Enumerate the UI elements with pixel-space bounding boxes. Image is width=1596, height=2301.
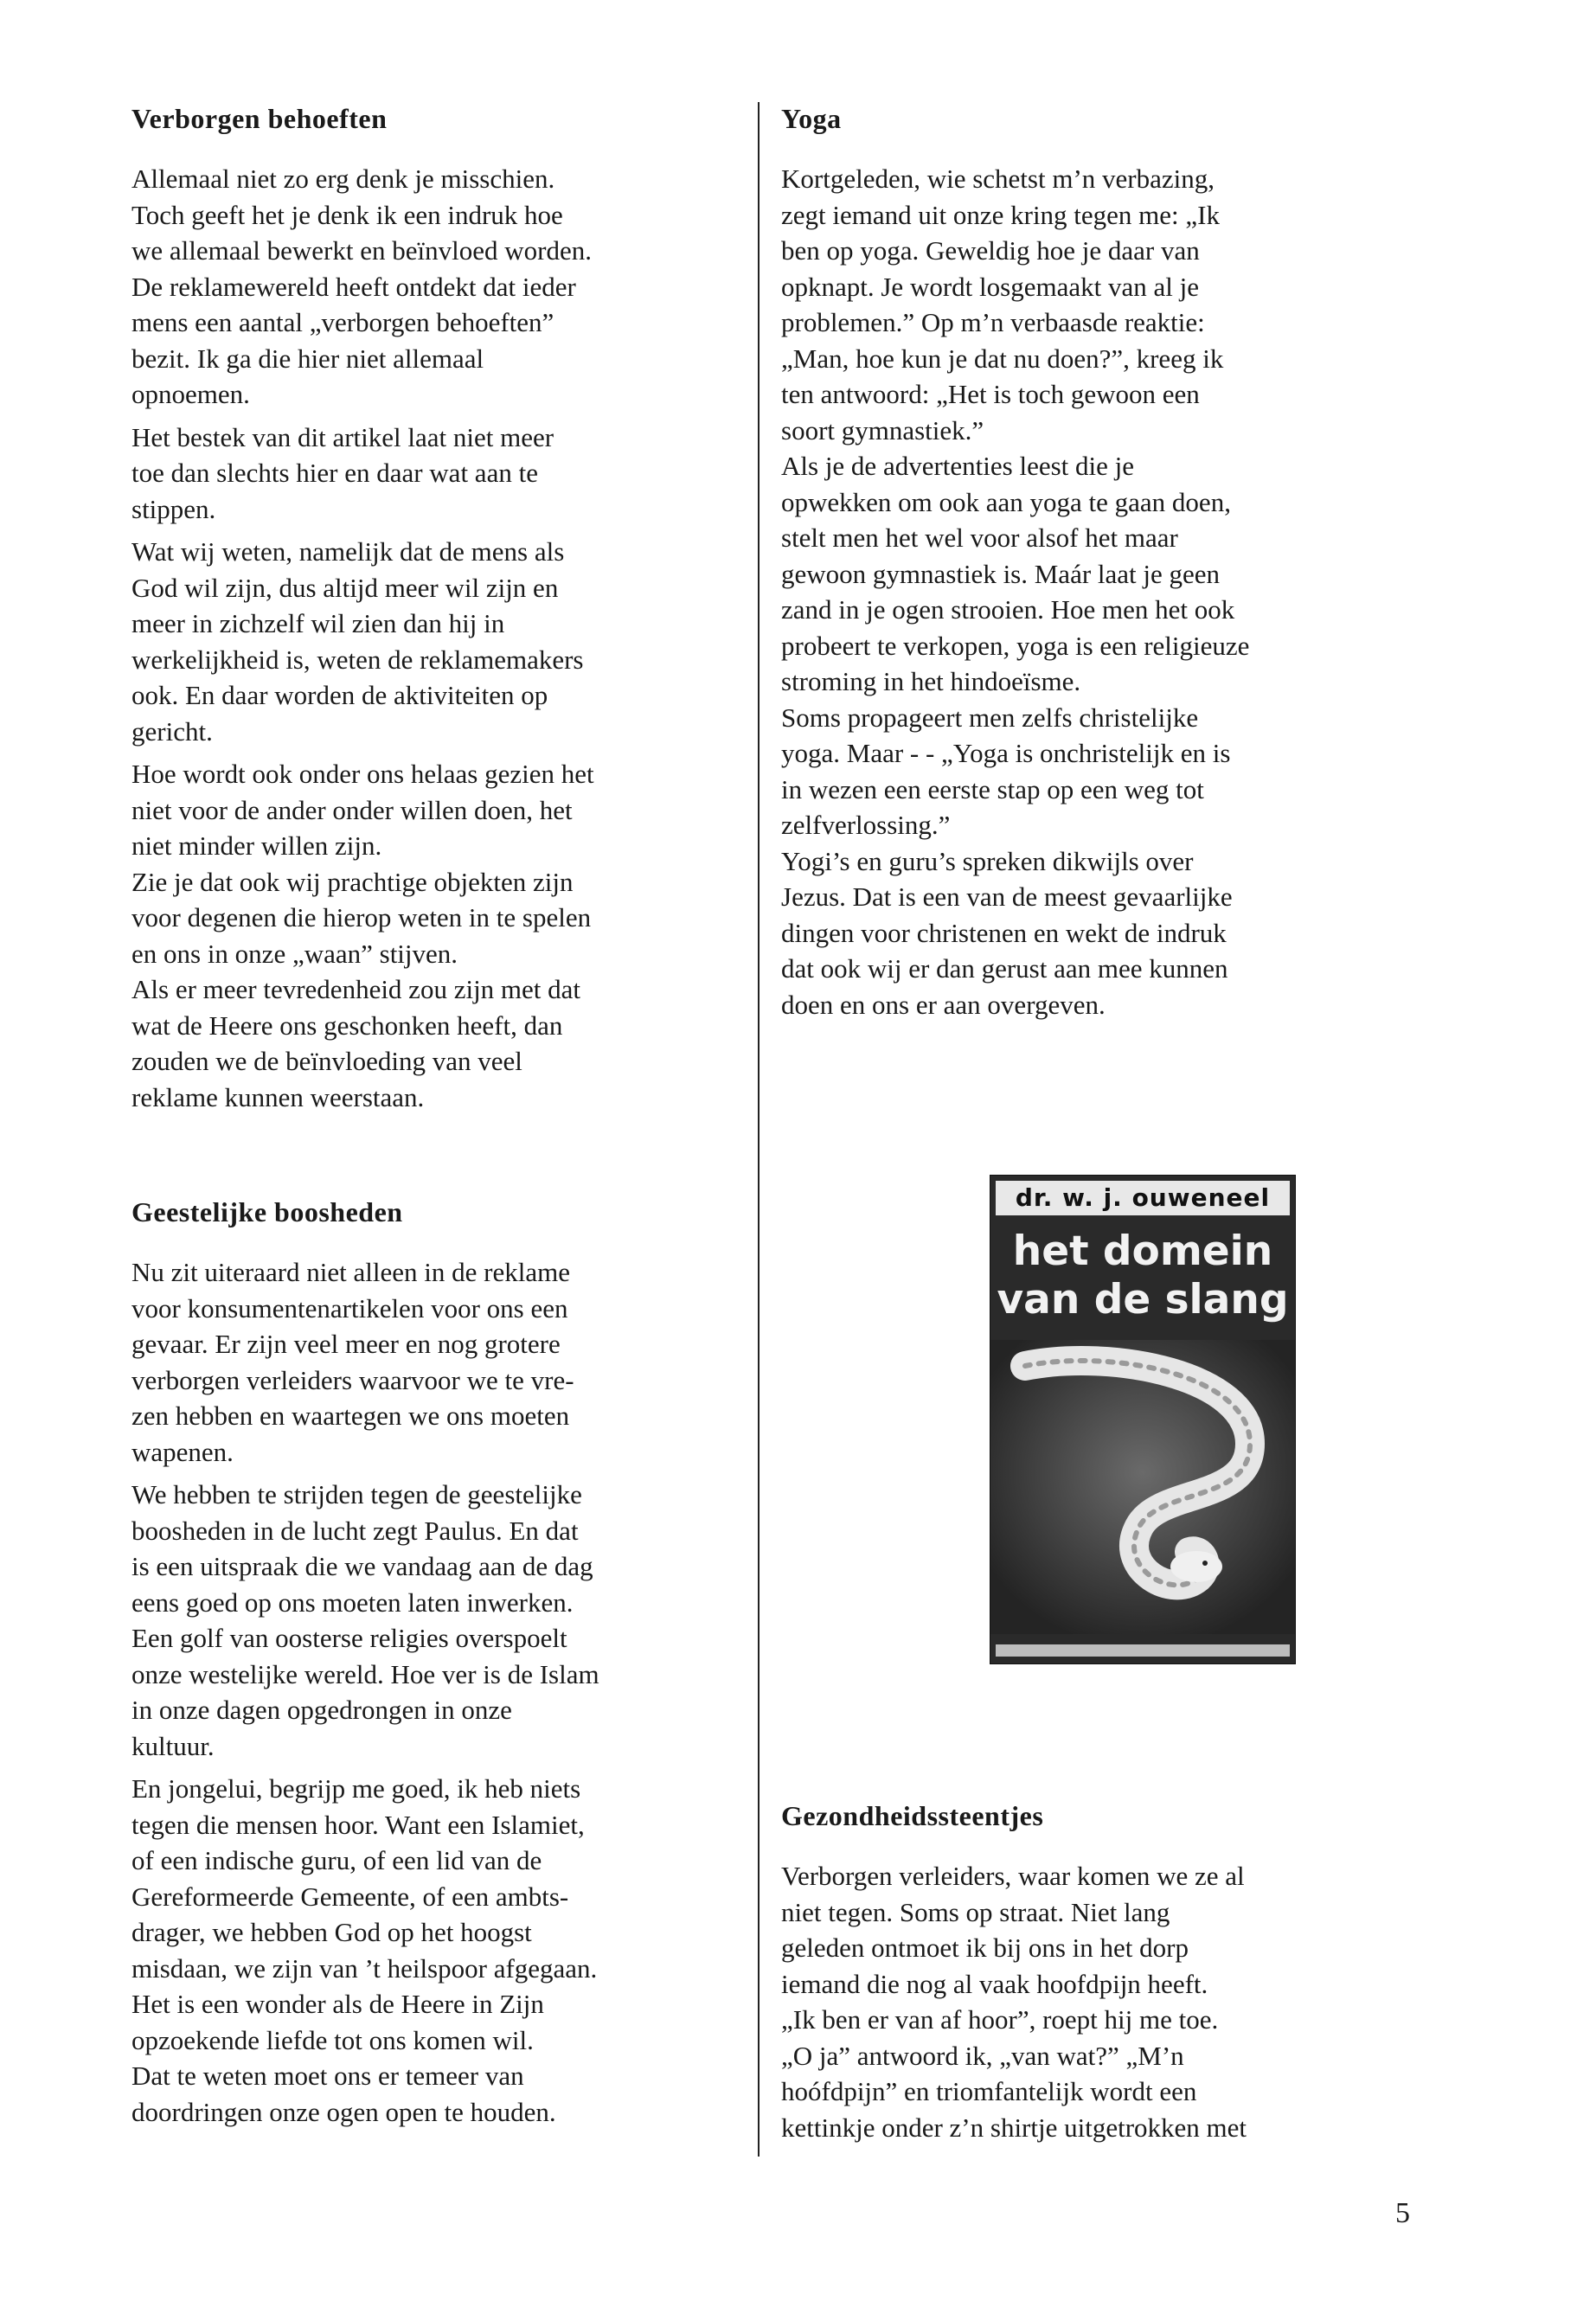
book-cover-title: het domein van de slang [997,1227,1289,1324]
book-cover-author: dr. w. j. ouweneel [996,1181,1290,1215]
paragraph: Verborgen verleiders, waar komen we ze al niet tegen. Soms op straat. Niet lang geleden ontmoet ik bij ons in het dorp iemand die nog al vaak hoofdpijn heeft. „Ik ben er van af hoor”, roept hij me toe. „O ja” antwoord ik, „van wat?” „M’n hoófdpijn” en triomfantelijk wordt een kettinkje onder z’n shirtje uitgetrokken met [781,1861,1247,2143]
paragraph: We hebben te strijden tegen de geestelijke boosheden in de lucht zegt Paulus. En dat is een uitspraak die we vandaag aan de dag eens goed op ons moeten laten inwerken. Een golf van oosterse religies overspoelt onze westelijke wereld. Hoe ver is de Islam in onze dagen opgedrongen in onze kultuur. [131,1479,599,1761]
snake-icon [990,1340,1295,1634]
section-heading: Yoga [781,103,842,134]
column-divider [758,102,760,2157]
book-cover-image [990,1175,1296,1664]
section-heading: Gezondheidssteentjes [781,1800,1044,1831]
article-column-left-bottom [131,1195,754,2137]
section-heading: Verborgen behoeften [131,103,388,134]
page-number: 5 [1395,2197,1410,2229]
article-column-right-bottom [781,1799,1404,2152]
book-cover-subtitle-band [996,1644,1290,1657]
paragraph: Hoe wordt ook onder ons helaas gezien het niet voor de ander onder willen doen, het niet minder willen zijn. Zie je dat ook wij prachtige objekten zijn voor degenen die hierop weten in te spelen en ons in onze „waan” stijven. Als er meer tevredenheid zou zijn met dat wat de Heere ons geschonken heeft, dan zouden we de beïnvloeding van veel reklame kunnen weerstaan. [131,759,594,1112]
article-column-right-top [781,102,1404,1029]
paragraph: Kortgeleden, wie schetst m’n verbazing, zegt iemand uit onze kring tegen me: „Ik ben op yoga. Geweldig hoe je daar van opknapt. Je wordt losgemaakt van al je problemen.” Op m’n verbaasde reaktie: „Man, hoe kun je dat nu doen?”, kreeg ik ten antwoord: „Het is toch gewoon een soort gymnastiek.” Als je de advertenties leest die je opwekken om ook aan yoga te gaan doen, stelt men het wel voor alsof het maar gewoon gymnastiek is. Maár laat je geen zand in je ogen strooien. Hoe men het ook probeert te verkopen, yoga is een religieuze stroming in het hindoeïsme. Soms propageert men zelfs christelijke yoga. Maar - - „Yoga is onchristelijk en is in wezen een eerste stap op een weg tot zelfverlossing.” Yogi’s en guru’s spreken dikwijls over Jezus. Dat is een van de meest gevaarlijke dingen voor christenen en wekt de indruk dat ook wij er dan gerust aan mee kunnen doen en ons er aan overgeven. [781,163,1250,1020]
paragraph: Wat wij weten, namelijk dat de mens als God wil zijn, dus altijd meer wil zijn en meer in zichzelf wil zien dan hij in werkelijkheid is, weten de reklamemakers ook. En daar worden de aktiviteiten op gericht. [131,536,584,747]
section-heading: Geestelijke boosheden [131,1196,403,1227]
paragraph: En jongelui, begrijp me goed, ik heb niets tegen die mensen hoor. Want een Islamiet, of een indische guru, of een lid van de Gereformeerde Gemeente, of een ambts- drager, we hebben God op het hoogst misdaan, we zijn van ’t heilspoor afgegaan. Het is een wonder als de Heere in Zijn opzoekende liefde tot ons komen wil. Dat te weten moet ons er temeer van doordringen onze ogen open te houden. [131,1773,598,2127]
article-column-left-top [131,102,754,1122]
paragraph: Het bestek van dit artikel laat niet meer toe dan slechts hier en daar wat aan te stippen. [131,421,554,524]
paragraph: Allemaal niet zo erg denk je misschien. Toch geeft het je denk ik een indruk hoe we allemaal bewerkt en beïnvloed worden. De reklamewereld heeft ontdekt dat ieder mens een aantal „verborgen behoeften” bezit. Ik ga die hier niet allemaal opnoemen. [131,163,592,410]
paragraph: Nu zit uiteraard niet alleen in de reklame voor konsumentenartikelen voor ons een gevaar. Er zijn veel meer en nog grotere verborgen verleiders waarvoor we te vre- zen hebben en waartegen we ons moeten wapenen. [131,1257,574,1467]
